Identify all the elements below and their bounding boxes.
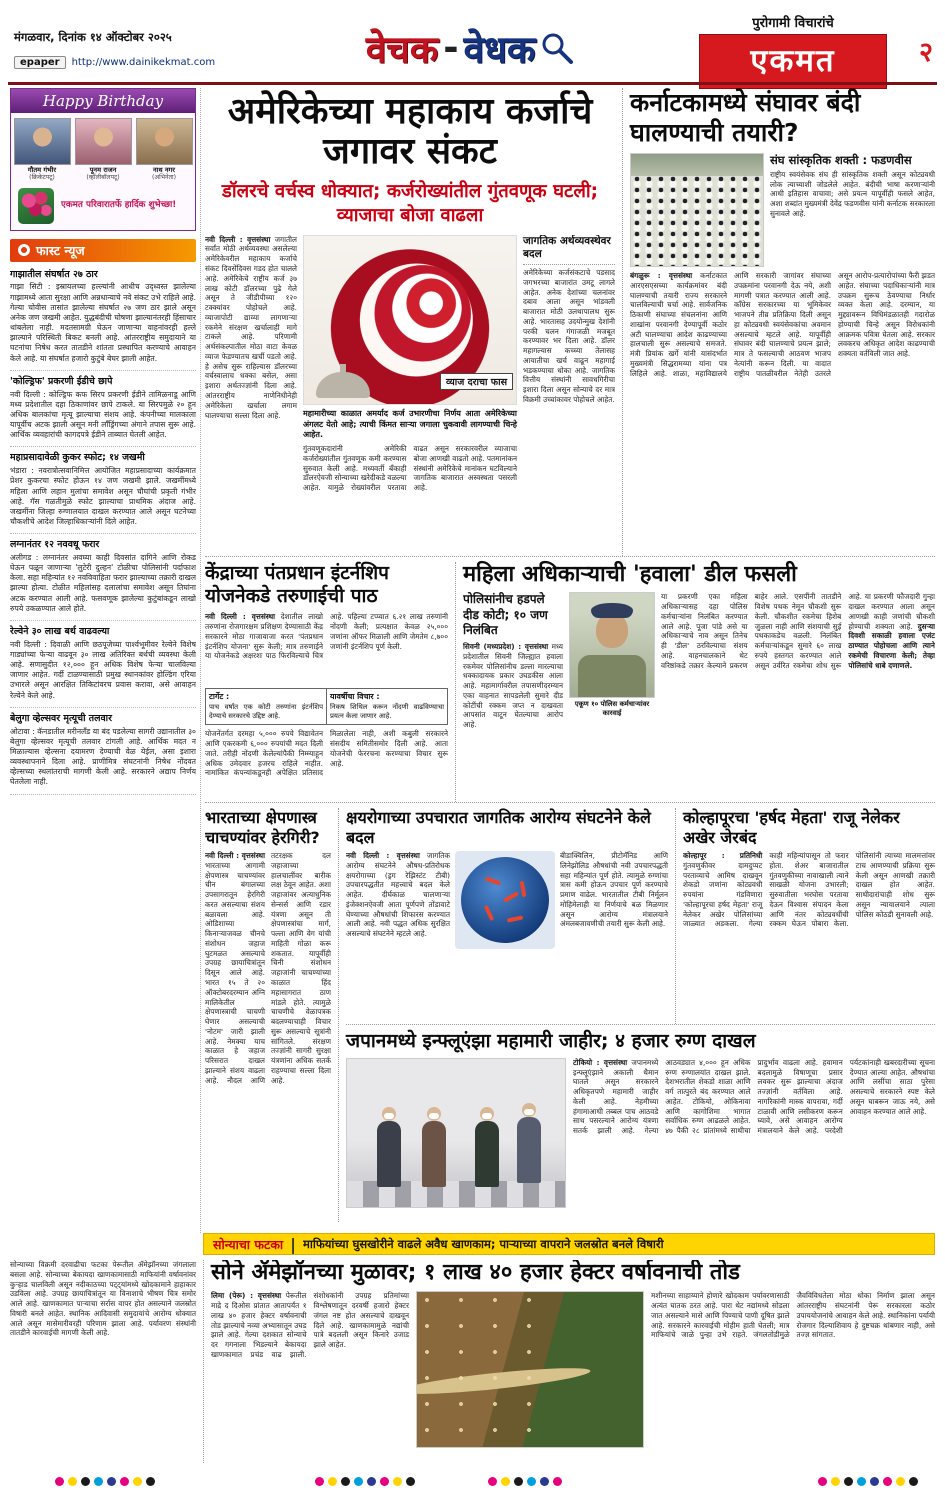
color-dot [107,1477,116,1486]
color-dot [55,1477,64,1486]
color-dot [68,1477,77,1486]
article-columns [573,1058,935,1208]
logo-text-second: वेधक [463,28,536,71]
article-body [205,612,448,684]
birthday-photos-row [11,113,195,184]
article-text: जगातील सर्वांत मोठी अर्थव्यवस्था असलेल्या अमेरिकेवरील महाकाय कर्जाचे संकट दिवसेंदिवस गडद होत चालले आहे. अमेरिकेचे राष्ट्रीय कर्ज ३७ लाख कोटी डॉलरच्या पुढे गेले असून ते जीडीपीच्या १२० टक्क्यांवर पोहोचले आहे. व्याजापोटी द्याव्या लागणाऱ्या रकमेने संरक्षण खर्चालाही मागे टाकले आहे. परिणामी अर्थसंकल्पातील मोठा वाटा केवळ व्याज फेडण्यातच खर्ची पडतो आहे. हे असेच सुरू राहिल्यास डॉलरच्या वर्चस्वालाच धक्का बसेल, असा इशारा अर्थतज्ज्ञांनी दिला आहे. आंतरराष्ट्रीय नाणेनिधीनेही अमेरिकेला खर्चाला लगाम घालण्याचा सल्ला दिला आहे. [205,234,297,420]
article-columns [211,1291,409,1451]
article-subhead: डॉलरचे वर्चस्व धोक्यात; कर्जरोख्यांतील गुंतवणूक घटली; व्याजाचा बोजा वाढला [221,180,599,226]
color-dot [514,1477,523,1486]
birthday-person-name: गौतम गंभीर [27,166,57,174]
color-dot [120,1477,129,1486]
top-row [205,88,935,556]
fast-news-icon [18,244,30,256]
fast-news-item [10,534,196,621]
article-text: गुंतवणूकदारांनी अमेरिकी कर्जरोख्यांतील गुंतवणूक कमी करण्यास सुरुवात केली आहे. मध्यवर्ती बँकाही डॉलरऐवजी सोन्याच्या खरेदीकडे वळल्या आहेत. यामुळे रोख्यांवरील परतावा वाढत असून सरकारवरील व्याजाचा बोजा आणखी वाढतो आहे. पतमानांकन संस्थांनी अमेरिकेचे मानांकन घटविल्याने जागतिक बाजारात अस्वस्थता पसरली आहे. [303,444,517,493]
byline: कोल्हापूर : प्रतिनिधी [683,851,763,861]
fast-news-body: भंडारा : नवरात्रोत्सवानिमित्त आयोजित महाप्रसादाच्या कार्यक्रमात प्रेशर कुकरचा स्फोट होऊन १४ जण जखमी झाले. जखमींमध्ये महिला आणि लहान मुलांचा समावेश असून चौघांची प्रकृती गंभीर आहे. गॅस गळतीमुळे स्फोट झाल्याचा प्राथमिक अंदाज आहे. जखमींना जिल्हा रुग्णालयात दाखल करण्यात आले असून घटनेच्या चौकशीचे आदेश जिल्हाधिकाऱ्यांनी दिले आहेत. [10,466,196,527]
logo-separator: - [443,26,459,69]
article-missile-spying [205,808,331,1222]
tb-bacteria-microscope-image [455,851,555,949]
fast-news-headline: 'कोल्ड्रिफ' प्रकरणी ईडीचे छापे [10,375,113,387]
fast-news-header [10,239,196,262]
article-japan-influenza [346,1024,935,1222]
article-body [346,851,668,949]
photo-column [569,592,655,792]
article-amazon-deforestation [10,1260,935,1463]
fast-news-body: ओटावा : कॅनडातील मरीनलँड या बंद पडलेल्या सागरी उद्यानातील ३० बेलुगा व्हेल्सवर मृत्यूची तलवार टांगली आहे. आर्थिक मदत न मिळाल्यास व्हेल्सना दयामरण देण्याची वेळ येईल, असा इशारा व्यवस्थापनाने दिला आहे. प्राणीमित्र संघटनांनी निषेध नोंदवत व्हेल्सच्या स्थलांतराची मागणी केली आहे. सरकारने अद्याप निर्णय घेतलेला नाही. [10,726,196,787]
article-kolhapur-fraud [675,808,935,1024]
color-dot [818,1477,827,1486]
infobox-text: निकष शिथिल करून नोंदणी वाढविण्याचा प्रयत्न केला जाणार आहे. [330,703,444,721]
article-headline: भारताच्या क्षेपणास्त्र चाचण्यांवर हेरगिरी? [205,808,320,847]
article-middle-column [303,235,517,556]
birthday-photo [14,118,71,165]
infobox-text: पाच वर्षांत एक कोटी तरुणांना इंटर्नशिप देण्याचे सरकारचे उद्दिष्ट आहे. [209,703,323,721]
article-pm-internship [205,562,448,802]
birthday-photo [136,118,193,165]
article-body [205,851,331,1203]
header-divider [8,82,937,85]
print-registration-marks [55,1477,155,1486]
color-dot [341,1477,350,1486]
substory-text: राष्ट्रीय स्वयंसेवक संघ ही सांस्कृतिक शक्ती असून कोट्यवधी लोक त्याच्याशी जोडलेले आहेत. बंदीची भाषा करणाऱ्यांनी आधी इतिहास वाचावा; असे प्रयत्न यापूर्वीही फसले आहेत, अशा शब्दांत मुख्यमंत्री देवेंद्र फडणवीस यांनी कर्नाटक सरकारला सुनावले आहे. [770,169,935,218]
birthday-box [10,88,196,231]
fast-news-item [10,264,196,371]
article-headline: जपानमध्ये इन्फ्लूएंझा महामारी जाहीर; ४ हजार रुग्ण दाखल [346,1030,756,1052]
masthead [699,13,887,89]
color-dot [831,1477,840,1486]
color-dot [488,1477,497,1486]
strip-tag: सोन्याचा फटका [213,1236,284,1252]
color-dot [909,1477,918,1486]
color-dot [81,1477,90,1486]
byline: सिवनी (मध्यप्रदेश) : वृत्तसंस्था [463,642,549,652]
edition-date: मंगळवार, दिनांक १४ ऑक्टोबर २०२५ [14,30,172,44]
article-body [205,235,615,556]
strip-text: माफियांच्या घुसखोरीने वाढले अवैध खाणकाम; पाऱ्याच्या वापराने जलस्रोत बनले विषारी [303,1236,664,1251]
article-headline: सोने ॲमेझॉनच्या मुळावर; १ लाख ४० हजार हेक्टर वर्षावनाची तोड [211,1260,740,1285]
article-text: योजनेंतर्गत दरमहा ५,००० रुपये विद्यावेतन आणि एकरकमी ६,००० रुपयांची मदत दिली जाते. तरीही नोंदणी केलेल्यांपैकी निम्म्याहून अधिक उमेदवार हजरच राहिले नाहीत. नामांकित कंपन्यांकडूनही अपेक्षित प्रतिसाद मिळालेला नाही, अशी कबुली सरकारने संसदीय समितीसमोर दिली आहे. आता योजनेची फेररचना करण्याचा विचार सुरू आहे. [205,729,448,778]
fast-news-item [10,447,196,534]
us-debt-wave-graphic-image [303,235,517,405]
birthday-person [75,118,132,182]
middle-row [205,556,935,802]
amazon-deforestation-aerial-photo [416,1291,644,1448]
masthead-brand: एकमत [699,34,887,89]
sidebar-text: अमेरिकेच्या कर्जसंकटाचे प‍डसाद जगभरच्या बाजारांत उमटू लागले आहेत. अनेक देशांच्या चलनांवर दबाव आला असून भांडवली बाजारात मोठी उलथापालथ सुरू आहे. भारतासह उदयोन्मुख देशांनी परकी चलन गंगाजळी मजबूत करण्यावर भर दिला आहे. डॉलर महागल्यास कच्च्या तेलासह आयातीचा खर्च वाढून महागाई भडकण्याचा धोका आहे. जागतिक वित्तीय संस्थांनी सावधगिरीचा इशारा दिला असून सोन्याचे दर मात्र विक्रमी उच्चांकावर पोहोचले आहेत. [523,268,615,404]
article-columns [661,592,935,792]
article-body [630,271,935,543]
article-column: बीडाक्विलिन, प्रीटोमॅनिड आणि लिनेझोलिड औषधांची नवी उपचारपद्धती सहा महिन्यांत पूर्ण होते. त्यामुळे रुग्णांचा त्रास कमी होऊन उपचार पूर्ण करण्याचे प्रमाण वाढेल. भारतातील टीबी निर्मूलन मोहिमेलाही या निर्णयाचे बळ मिळणार असून आरोग्य मंत्रालयाने अंमलबजावणीची तयारी सुरू केली आहे. [560,851,668,929]
article-headline: महिला अधिकाऱ्याची 'हवाला' डील फसली [463,562,797,587]
birthday-wish: एकमत परिवारातर्फे हार्दिक शुभेच्छा! [61,199,177,210]
birthday-title: Happy Birthday [11,89,195,113]
print-registration-marks [315,1477,415,1486]
fast-news-body: नवी दिल्ली : कोल्ड्रिफ कफ सिरप प्रकरणी ईडीने तामिळनाडू आणि मध्य प्रदेशातील दहा ठिकाणांवर छापे टाकले. या सिरपमुळे २० हून अधिक बालकांचा मृत्यू झाल्याचा संशय आहे. कंपनीच्या मालकाला यापूर्वीच अटक झाली असून मनी लाँड्रिंगच्या अंगाने तपास सुरू आहे. आर्थिक व्यवहारांची कागदपत्रे ईडीने ताब्यात घेतली आहेत. [10,389,196,440]
article-headline: कोल्हापूरचा 'हर्षद मेहता' राजू नेलेकर अखेर जेरबंद [683,808,900,847]
fast-news-body: अलीगड : लग्नानंतर अवघ्या काही दिवसांत दागिने आणि रोकड घेऊन पळून जाणाऱ्या 'लुटेरी दुल्हन' टोळीचा पोलिसांनी पर्दाफाश केला. सहा महिन्यांत १२ नवविवाहिता फरार झाल्याच्या तक्रारी दाखल झाल्या होत्या. टोळीत महिलांसह दलालांचा समावेश असून तिघांना अटक करण्यात आली आहे. फसवणूक झालेल्या कुटुंबांकडून लाखो रुपये उकळण्यात आले होते. [10,552,196,613]
article-sidebar [523,235,615,556]
fast-news-item [10,621,196,708]
fast-news-headline: गाझातील संघर्षात २७ ठार [10,268,98,280]
byline: नवी दिल्ली : वृत्तसंस्था [205,234,271,244]
pedestrian-figure [422,1121,446,1187]
article-hawala-deal [455,562,935,802]
color-dot [146,1477,155,1486]
color-dot [501,1477,510,1486]
lower-row [205,802,935,1222]
color-dot [406,1477,415,1486]
page-number: २ [918,37,933,68]
birthday-person-name: पूनम राजन [89,166,117,174]
fast-news-headline: बेलुगा व्हेल्सवर मृत्यूची तलवार [10,712,112,724]
pedestrian-figure [517,1117,541,1183]
bold-paragraph: दुसऱ्या दिवशी सकाळी हवाला एजंट ठाण्यात पोहोचला आणि त्याने रकमेची विचारणा केली; तेव्हा पोलिसांचे धाबे दणाणले. [848,621,935,670]
byline: टोकियो : वृत्तसंस्था [573,1057,628,1067]
gold-impact-strip [203,1233,935,1255]
color-dot [870,1477,879,1486]
article-text: पेरूतील माद्रे द दिओस प्रांतात आतापर्यंत १ लाख ४० हजार हेक्टर वर्षावनाची तोड झाल्याचे नव्या अभ्यासातून उघड झाले आहे. गेल्या दशकात सोन्याचे दर गगनाला भिडल्याने बेकायदा खाणकामात प्रचंड वाढ झाली. संशोधकांनी उपग्रह प्रतिमांच्या विश्लेषणातून दरवर्षी हजारो हेक्टर जंगल नष्ट होत असल्याचे दाखवून दिले आहे. खाणकामामुळे नद्यांची पात्रे बदलली असून किनारे उजाड झाले आहेत. [211,1291,409,1359]
color-dot [896,1477,905,1486]
epaper-label: epaper [14,56,66,69]
color-dot [553,1477,562,1486]
print-registration-marks [818,1477,918,1486]
infobox-label: यावर्षीचा विचार : [330,692,380,702]
color-dot [367,1477,376,1486]
pedestrian-figure [377,1121,401,1187]
article-body [346,1058,935,1208]
color-dot [94,1477,103,1486]
photo-figure [578,655,646,697]
graphic-label: व्याज दराचा फास [440,373,513,390]
birthday-wish-row [11,184,195,230]
article-text: जागतिक आरोग्य संघटनेने औषध-प्रतिरोधक क्षयरोगाच्या (ड्रग रेझिस्टंट टीबी) उपचारपद्धतीत महत्त्वाचे बदल केले आहेत. दीर्घकाळ चालणाऱ्या इंजेक्शनऐवजी आता पूर्णपणे तोंडावाटे घेण्याच्या औषधांची शिफारस करण्यात आली आहे. नवी पद्धत अधिक सुरक्षित असल्याचे संघटनेने म्हटले आहे. [346,851,450,939]
birthday-person-role: (व्हॉलीबॉलपटू) [86,174,120,182]
photo-caption: एकूण १० पोलिस कर्मचाऱ्यांवर कारवाई [574,700,650,718]
birthday-person-name: नाथ नगर [153,166,175,174]
color-dot [354,1477,363,1486]
logo-text-first: वेचक [365,28,439,71]
substory-headline: संघ सांस्कृतिक शक्ती : फडणवीस [770,153,912,167]
article-main [203,1260,935,1463]
byline: नवी दिल्ली : वृत्तसंस्था [205,851,265,861]
byline: नवी दिल्ली : वृत्तसंस्था [346,851,420,861]
fast-news-headline: रेल्वेने ३० लाख बर्थ वाढवल्या [10,625,110,637]
article-text: देशातील लाखो तरुणांना रोजगारक्षम प्रशिक्षण देण्यासाठी केंद्र सरकारने मोठा गाजावाजा करत 'पंतप्रधान इंटर्नशिप योजना' सुरू केली; मात्र तरुणाईने या योजनेकडे अक्षरशः पाठ फिरविल्याचे चित्र आहे. पहिल्या टप्प्यात ६.२१ लाख तरुणांनी नोंदणी केली; प्रत्यक्षात केवळ २५,००० जणांना ऑफर मिळाली आणि जेमतेम ८,७०० जणांनी इंटर्नशिप पूर्ण केली. [205,612,448,661]
bold-paragraph: महामारीच्या काळात अमर्याद कर्ज उभारणीचा निर्णय आता अमेरिकेच्या अंगलट येतो आहे; त्याची किंमत साऱ्या जगाला चुकवावी लागण्याची चिन्हे आहेत. [303,408,517,440]
magnifier-icon [540,31,574,65]
article-tb-who [346,808,668,1024]
fast-news-headline: महाप्रसादावेळी कुकर स्फोट; १४ जखमी [10,452,145,464]
color-dot [540,1477,549,1486]
infobox-cell [206,689,326,724]
left-sidebar [10,88,196,1233]
article-text: भारताच्या आगामी क्षेपणास्त्र चाचण्यांवर चीन बंगालच्या उपसागरातून हेरगिरी करत असल्याचा संशय बळावला आहे. ओडिशाच्या किनाऱ्याजवळ चीनचे संशोधन जहाज घुटमळत असल्याचे उपग्रह छायाचित्रांतून दिसून आले आहे. भारत १५ ते २० ऑक्टोबरदरम्यान अग्नि मालिकेतील क्षेपणास्त्राची चाचणी घेणार असल्याची 'नोटम' जारी झाली आहे. नेमक्या याच काळात हे जहाज परिसरात दाखल झाल्याने संशय वाढला आहे. नौदल आणि तटरक्षक दल जहाजाच्या हालचालींवर बारीक लक्ष ठेवून आहेत. अशा जहाजांवर अत्याधुनिक सेन्सर्स आणि रडार यंत्रणा असून ती क्षेपणास्त्रांचा मार्ग, पल्ला आणि वेग यांची माहिती गोळा करू शकतात. यापूर्वीही चिनी संशोधन जहाजांनी चाचण्यांच्या काळात हिंद महासागरात ठाण मांडले होते. त्यामुळे चाचणीचे वेळापत्रक बदलण्याचाही विचार सुरू असल्याचे सूत्रांनी सांगितले. संरक्षण तज्ज्ञांनी सागरी सुरक्षा यंत्रणांना अधिक सतर्क राहण्याचा सल्ला दिला आहे. [205,851,331,1085]
article-headline: अमेरिकेच्या महाकाय कर्जाचे जगावर संकट [227,91,593,173]
japan-street-photo [346,1058,566,1208]
birthday-photo [75,118,132,165]
article-headline: कर्नाटकामध्ये संघावर बंदी घालण्याची तयारी? [630,88,861,147]
fast-news-title: फास्ट न्यूज [36,242,85,258]
byline: बंगळुरू : वृत्तसंस्था [630,271,693,280]
fast-news-body: गाझा सिटी : इस्रायलच्या हल्ल्यांनी आधीच उद्ध्वस्त झालेल्या गाझामध्ये आता सुरक्षा आणि अन्नधान्याचे नवे संकट उभे राहिले आहे. गेल्या चोवीस तासांत झालेल्या संघर्षात २७ जण ठार झाले असून अनेक जण जखमी आहेत. युद्धबंदीची घोषणा झाल्यानंतरही हिंसाचार थांबलेला नाही. मदतसामग्री घेऊन जाणाऱ्या वाहनांवरही हल्ले झाल्याने परिस्थिती बिकट बनली आहे. आंतरराष्ट्रीय समुदायाने या घटनांचा निषेध करत तातडीने शांतता प्रस्थापित करण्याचे आवाहन केले आहे. या संघर्षात हजारो कुटुंबे बेघर झाली आहेत. [10,282,196,363]
article-column: सोन्याच्या विक्रमी दरवाढीचा फटका पेरूतील ॲमेझॉनच्या जंगलाला बसला आहे. सोन्याच्या बेकायदा खाणकामासाठी माफियांनी वर्षावनांवर कुऱ्हाड चालविली असून नदीकाठच्या पट्ट्यांमध्ये खोदकामाने हाहाकार उडविला आहे. उपग्रह छायाचित्रांतून या विनाशाचे भीषण चित्र समोर आले आहे. खाणकामात पाऱ्याचा सर्रास वापर होत असल्याने जलस्रोत विषारी बनले आहेत. स्थानिक आदिवासी समुदायांचे आरोग्य धोक्यात आले असून मासेमारीवरही परिणाम झाला आहे. पर्यावरण संस्थांनी तातडीने कारवाईची मागणी केली आहे. [10,1260,196,1338]
rose-bouquet-image [18,188,54,224]
left-column-divider [200,88,201,1233]
tb-kolhapur-row [346,808,935,1024]
article-headline: केंद्राच्या पंतप्रधान इंटर्नशिप योजनेकडे तरुणाईची पाठ [205,562,389,608]
strip-separator: | [290,1234,297,1254]
article-text: जपानमध्ये इन्फ्लूएंझाने अकाली थैमान घातले असून सरकारने अधिकृतपणे महामारी जाहीर केली आहे. नेहमीच्या हंगामाआधी तब्बल पाच आठवडे साथ पसरल्याने आरोग्य यंत्रणा सतर्क झाली आहे. गेल्या आठवड्यात ४,००० हून अधिक रुग्ण रुग्णालयांत दाखल झाले. देशभरातील शेकडो शाळा आणि वर्ग तात्पुरते बंद करण्यात आले आहेत. टोकियो, ओकिनावा आणि कागोशिमा भागात सर्वाधिक रुग्ण आढळले आहेत. ४७ पैकी २८ प्रांतांमध्ये साथीचा प्रादुर्भाव वाढला आहे. हवामान बदलामुळे विषाणूचा प्रसार लवकर सुरू झाल्याचा अंदाज तज्ज्ञांनी वर्तविला आहे. नागरिकांनी मास्क वापरावा, गर्दी टाळावी आणि लसीकरण करून घ्यावे, असे आवाहन आरोग्य मंत्रालयाने केले आहे. परदेशी पर्यटकांनाही खबरदारीच्या सूचना देण्यात आल्या आहेत. औषधांचा आणि लसींचा साठा पुरेसा असल्याचे सरकारने स्पष्ट केले असून घाबरून जाऊ नये, असे आवाहन करण्यात आले आहे. [573,1057,935,1136]
article-body [683,851,935,1019]
sidebar-headline: जागतिक अर्थव्यवस्थेवर बदल [523,235,615,265]
article-lead-column [463,592,563,792]
article-text [463,642,563,730]
article-text: या प्रकरणी एका महिला अधिकाऱ्यासह दहा पोलिस कर्मचाऱ्यांना निलंबित करण्यात आले आहे. पूजा पांडे असे या अधिकाऱ्याचे नाव असून तिनेच ही 'डील' ठरविल्याचा संशय आहे. वाहनचालकाने थेट वरिष्ठांकडे तक्रार केल्याने प्रकरण बाहेर आले. एसपींनी तातडीने विशेष पथक नेमून चौकशी सुरू केली. चौकशीत रकमेचा हिशेब जुळला नाही आणि संशयाची सुई पथकाकडेच वळली. निलंबित कर्मचाऱ्यांकडून सुमारे ६० लाख रुपये हस्तगत करण्यात आले असून उर्वरित रकमेचा शोध सुरू आहे. या प्रकरणी फौजदारी गुन्हा दाखल करण्यात आला असून आणखी काही जणांची चौकशी होण्याची शक्यता आहे. [661,592,935,670]
article-body [211,1291,935,1451]
rss-march-photo [630,153,764,267]
fast-news-headline: लग्नानंतर १२ नववधू फरार [10,539,100,551]
fast-news-item [10,371,196,448]
pedestrian-figure [475,1121,499,1187]
fast-news-item [10,708,196,795]
internship-infobox [205,688,448,725]
birthday-person-role: (अभिनेता) [151,174,177,182]
article-us-debt [205,88,615,556]
section-logo [290,22,650,73]
article-column [346,851,450,949]
color-dot [315,1477,324,1486]
infobox-label: टार्गेट : [209,692,230,702]
article-columns: मशीनच्या साहाय्याने होणारे खोदकाम पर्यावरणासाठी अत्यंत घातक ठरत आहे. पारा थेट नद्यांमध्ये सोडला जात असल्याने मासे आणि पिण्याचे पाणी दूषित झाले आहे. सरकारने कारवाईची मोहीम हाती घेतली; मात्र माफियांचे जाळे पुन्हा उभे राहते. जंगलतोडीमुळे जैवविविधतेला मोठा धोका निर्माण झाला असून आंतरराष्ट्रीय संघटनांनी पेरू सरकारला कठोर उपाययोजनांचे आवाहन केले आहे. स्थानिकांना पर्यायी रोजगार दिल्याशिवाय हे दुष्टचक्र थांबणार नाही, असे तज्ज्ञ सांगतात. [651,1291,935,1340]
birthday-person [136,118,193,182]
article-body [463,592,935,792]
infobox-cell [326,689,447,724]
color-dot [883,1477,892,1486]
policewoman-photo [569,592,655,698]
birthday-person-role: (क्रिकेटपटू) [29,174,55,182]
fast-news-body: नवी दिल्ली : दिवाळी आणि छठपूजेच्या पार्श्वभूमीवर रेल्वेने विशेष गाड्यांच्या फेऱ्या वाढवून ३० लाख अतिरिक्त बर्थची व्यवस्था केली आहे. सणासुदीत १२,००० हून अधिक विशेष फेऱ्या चालविल्या जाणार आहेत. गर्दी टाळण्यासाठी प्रमुख स्थानकांवर होल्डिंग एरिया उभारले असून आरक्षित तिकिटांवरच प्रवास करावा, असे आवाहन रेल्वेने केले आहे. [10,639,196,700]
epaper-url-row [14,56,215,69]
article-subhead: पोलिसांनीच हडपले दीड कोटी; १० जण निलंबित [463,592,548,638]
article-text: कर्नाटकात आरएसएसच्या कार्यक्रमांवर बंदी घालण्याची तयारी राज्य सरकारने चालविल्याची चर्चा आहे. सार्वजनिक ठिकाणी संघाच्या संचलनांना आणि शाखांना परवानगी देण्यापूर्वी कठोर अटी घालण्याचा आदेश काढण्याच्या हालचाली सुरू असल्याचे समजते. मंत्री प्रियांक खर्गे यांनी यासंदर्भात मुख्यमंत्री सिद्धरामय्या यांना पत्र लिहिले आहे. शाळा, महाविद्यालये आणि सरकारी जागांवर संघाच्या उपक्रमांना परवानगी देऊ नये, अशी मागणी पत्रात करण्यात आली आहे. काँग्रेस सरकारच्या या भूमिकेवर भाजपने तीव्र प्रतिक्रिया दिली असून हा कोट्यवधी स्वयंसेवकांचा अवमान असल्याचे म्हटले आहे. यापूर्वीही संघावर बंदी घालण्याचे प्रयत्न झाले; मात्र ते फसल्याची आठवण भाजप नेत्यांनी करून दिली. या वादात राष्ट्रीय पातळीवरील नेतेही उतरले असून आरोप-प्रत्यारोपांच्या फैरी झडत आहेत. संघाच्या पदाधिकाऱ्यांनी मात्र उपक्रम सुरूच ठेवण्याचा निर्धार व्यक्त केला आहे. दरम्यान, या मुद्द्यावरून विधिमंडळातही गदारोळ होण्याची चिन्हे असून विरोधकांनी आक्रमक पवित्रा घेतला आहे. सरकार लवकरच अधिकृत आदेश काढण्याची शक्यता वर्तविली जात आहे. [630,271,935,378]
color-dot [393,1477,402,1486]
article-headline: क्षयरोगाच्या उपचारात जागतिक आरोग्य संघटनेने केले बदल [346,808,651,847]
color-dot [133,1477,142,1486]
color-dot [328,1477,337,1486]
color-dot [844,1477,853,1486]
masthead-tagline: पुरोगामी विचारांचे [752,16,834,31]
byline: लिमा (पेरू) : वृत्तसंस्था [211,1291,282,1301]
main-content [205,88,935,1222]
article-karnataka-rss [622,88,935,556]
substory [770,153,935,267]
article-media-row [630,153,935,267]
article-text: गुंतवणुकीवर दामदुप्पट परताव्याचे आमिष दाखवून शेकडो जणांना कोट्यवधी रुपयांना गंडविणारा 'कोल्हापूरचा हर्षद मेहता' राजू नेलेकर अखेर पोलिसांच्या जाळ्यात अडकला. गेल्या काही महिन्यांपासून तो फरार होता. शेअर बाजारातील गुंतवणुकीच्या नावाखाली त्याने साखळी योजना उभारली; सुरुवातीला भरघोस परतावा देऊन विश्वास संपादन केला आणि नंतर कोट्यवधींची रक्कम घेऊन पोबारा केला. पोलिसांनी त्याच्या मालमत्तांवर टाच आणण्याची प्रक्रिया सुरू केली असून आणखी तक्रारी दाखल होत आहेत. साथीदारांचाही शोध सुरू असून न्यायालयाने त्याला पोलिस कोठडी सुनावली आहे. [683,851,935,929]
byline: नवी दिल्ली : वृत्तसंस्था [205,612,276,622]
lower-right-area [338,808,935,1222]
capitol-dome-icon [316,372,370,398]
birthday-person [14,118,71,182]
color-dot [857,1477,866,1486]
article-column [205,235,297,556]
article-text: मध्य प्रदेशातील सिवनी जिल्ह्यात हवाला रकमेवर पोलिसांनीच डल्ला मारल्याचा धक्कादायक प्रकार उघडकीस आला आहे. महामार्गावरील तपासणीदरम्यान एका वाहनात सापडलेली सुमारे दीड कोटींची रक्कम जप्त न दाखवता आपसांत वाटून घेतल्याचा आरोप आहे. [463,642,563,730]
color-dot [527,1477,536,1486]
print-registration-marks [488,1477,562,1486]
website-url-link[interactable]: http://www.dainikekmat.com [71,57,216,68]
color-dot [380,1477,389,1486]
